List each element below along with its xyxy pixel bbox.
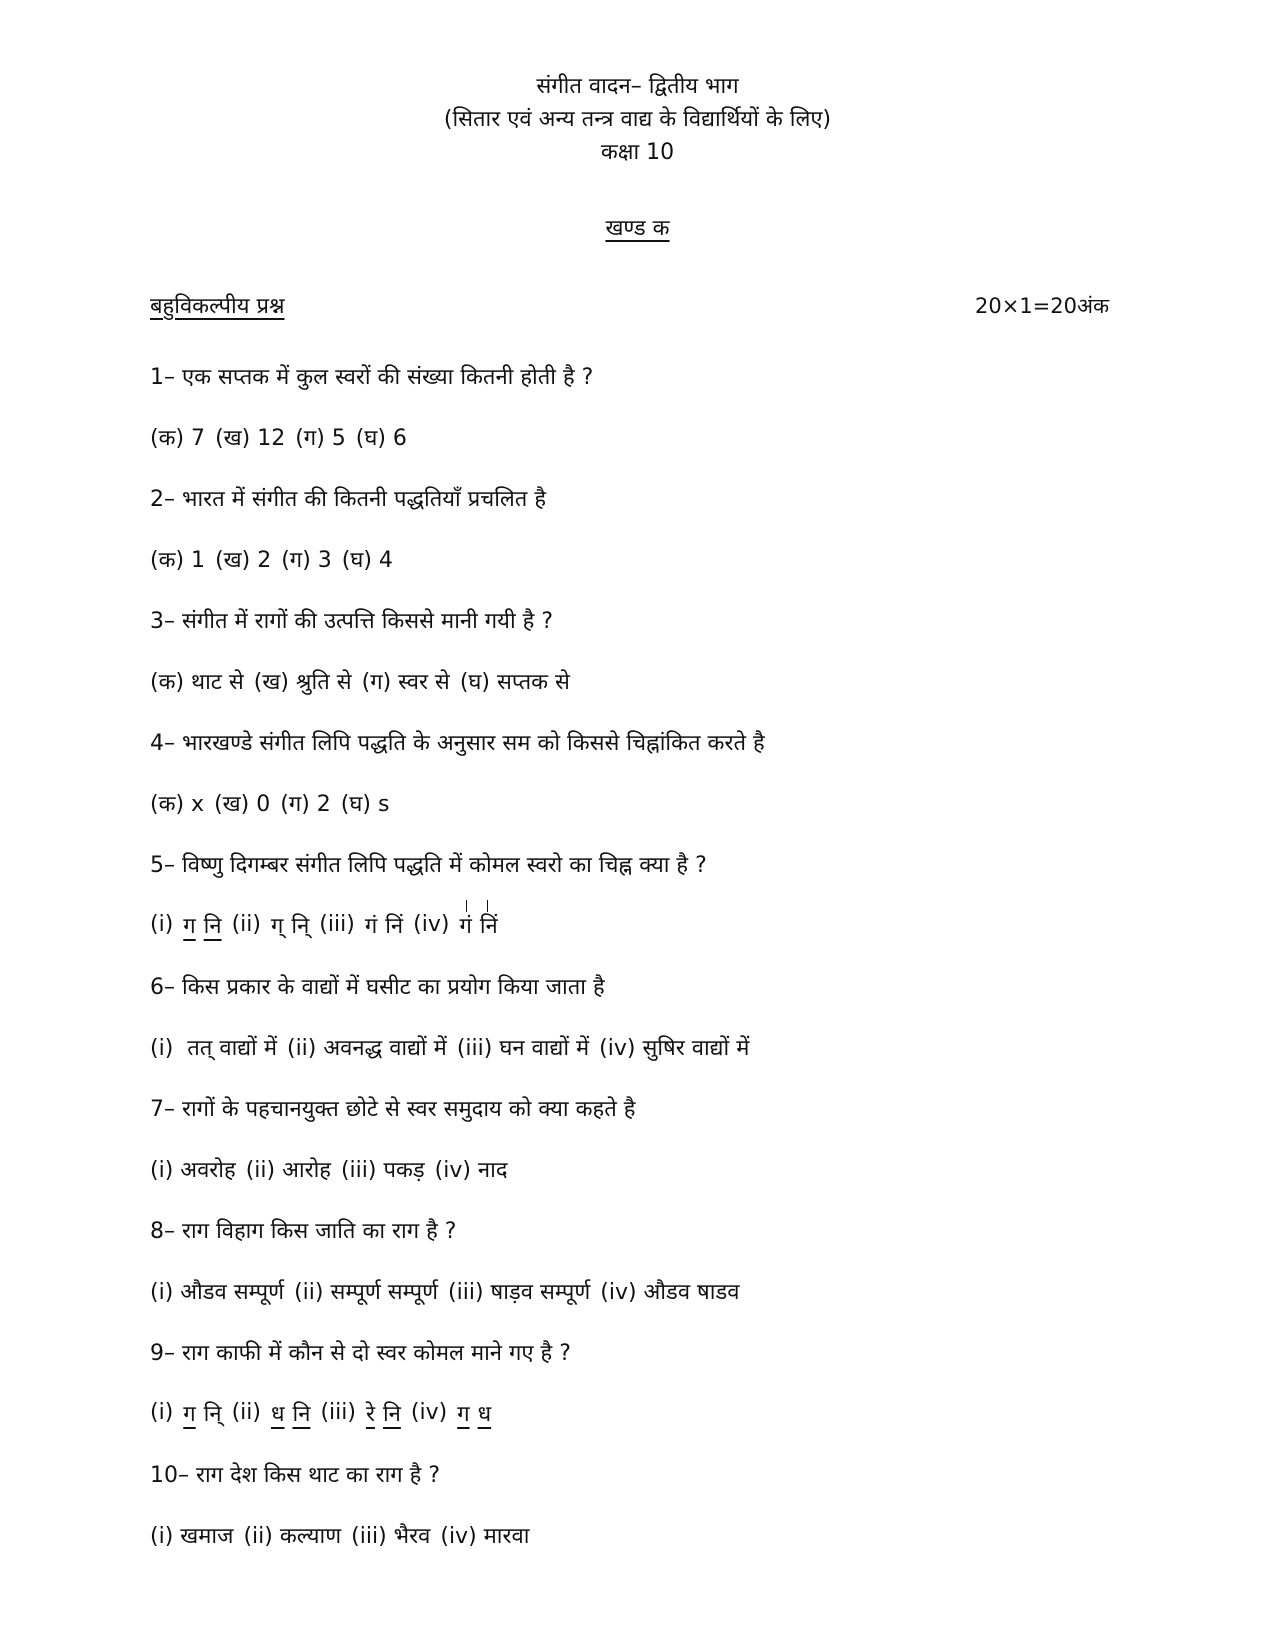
swara: गं — [364, 913, 378, 939]
question-7: 7– रागों के पहचानयुक्त छोटे से स्वर समुदाय को क्या कहते है — [150, 1096, 636, 1122]
options-9 — [150, 1382, 1150, 1443]
options-4 — [150, 772, 1150, 833]
mcq-heading: बहुविकल्पीय प्रश्न — [150, 294, 285, 319]
options-8 — [150, 1260, 1150, 1321]
option: (iv) सुषिर वाद्यों में — [599, 1035, 750, 1061]
option: (iv) मारवा — [440, 1523, 530, 1549]
document-subtitle: (सितार एवं अन्य तन्त्र वाद्य के विद्यार्थियों के लिए) — [443, 107, 832, 132]
option-marker: (ii) — [231, 1400, 261, 1425]
option: (iii) पकड़ — [340, 1157, 425, 1183]
option: (क) थाट से — [150, 669, 244, 695]
option: (ख) श्रुति से — [253, 669, 352, 695]
options-10 — [150, 1504, 1150, 1565]
option-marker: (i) — [150, 1400, 174, 1425]
question-list — [150, 345, 1150, 1565]
question-4: 4– भारखण्डे संगीत लिपि पद्धति के अनुसार सम को किससे चिह्नांकित करते है — [150, 730, 765, 756]
option: (ख) 2 — [215, 547, 272, 573]
option: (घ) 4 — [341, 547, 393, 573]
option: (iii) घन वाद्यों में — [456, 1035, 590, 1061]
options-1 — [150, 406, 1150, 467]
swara: गं — [459, 910, 471, 940]
question-10: 10– राग देश किस थाट का राग है ? — [150, 1462, 441, 1488]
swara: नि — [203, 913, 222, 939]
swara: ध — [270, 1401, 285, 1427]
section-title: खण्ड क — [605, 216, 670, 241]
swara: ग् — [270, 913, 284, 939]
option-marker: (iii) — [319, 912, 355, 937]
option: (ii) सम्पूर्ण सम्पूर्ण — [294, 1279, 439, 1305]
option: (ii) आरोह — [245, 1157, 331, 1183]
options-5 — [150, 894, 1150, 955]
swara: ग — [457, 1401, 470, 1427]
swara: रे — [365, 1401, 375, 1427]
option: (i) खमाज — [150, 1523, 234, 1549]
option-marker: (iv) — [413, 912, 450, 937]
swara: नि — [382, 1401, 401, 1427]
option: (iii) षाड़व सम्पूर्ण — [448, 1279, 591, 1305]
option-marker: (ii) — [231, 912, 261, 937]
option: (ii) कल्याण — [243, 1523, 342, 1549]
option: (ख) 0 — [214, 791, 271, 817]
option: (क) 1 — [150, 547, 206, 573]
question-6: 6– किस प्रकार के वाद्यों में घसीट का प्रयोग किया जाता है — [150, 974, 605, 1000]
question-3: 3– संगीत में रागों की उत्पत्ति किससे मानी गयी है ? — [150, 608, 553, 634]
option: (iv) औडव षाडव — [600, 1279, 740, 1305]
option: (i) अवरोह — [150, 1157, 236, 1183]
swara: नि् — [291, 913, 310, 939]
swara: ग — [183, 913, 196, 939]
option: (घ) सप्तक से — [459, 669, 570, 695]
option-marker: (iv) — [410, 1400, 448, 1425]
document-title: संगीत वादन– द्वितीय भाग — [536, 74, 739, 99]
options-2 — [150, 528, 1150, 589]
question-5: 5– विष्णु दिगम्बर संगीत लिपि पद्धति में कोमल स्वरो का चिह्न क्या है ? — [150, 852, 707, 878]
option: (क) 7 — [150, 425, 206, 451]
swara: ध — [477, 1401, 492, 1427]
option: (ग) 5 — [295, 425, 346, 451]
option: (ख) 12 — [215, 425, 286, 451]
option: (घ) s — [340, 791, 390, 817]
swara: नि् — [203, 1401, 222, 1427]
question-8: 8– राग विहाग किस जाति का राग है ? — [150, 1218, 457, 1244]
option: (ग) 2 — [280, 791, 331, 817]
option: (ग) 3 — [281, 547, 332, 573]
section-heading — [0, 212, 1275, 242]
marks-label: 20×1=20अंक — [975, 294, 1110, 318]
option: (घ) 6 — [355, 425, 407, 451]
option: (i) औडव सम्पूर्ण — [150, 1279, 285, 1305]
option: (ii) अवनद्ध वाद्यों में — [286, 1035, 447, 1061]
swara: निं — [480, 910, 498, 940]
class-label: कक्षा 10 — [600, 140, 675, 165]
question-1: 1– एक सप्तक में कुल स्वरों की संख्या कितनी होती है ? — [150, 364, 594, 390]
question-2: 2– भारत में संगीत की कितनी पद्धतियाँ प्रचलित है — [150, 486, 547, 512]
swara: निं — [385, 913, 404, 939]
swara: नि — [292, 1401, 311, 1427]
options-6 — [150, 1016, 1150, 1077]
option: (iii) भैरव — [351, 1523, 431, 1549]
question-9: 9– राग काफी में कौन से दो स्वर कोमल माने गए है ? — [150, 1340, 571, 1366]
options-7 — [150, 1138, 1150, 1199]
option-marker: (i) — [150, 912, 174, 937]
option: (क) x — [150, 791, 205, 817]
option: (i) तत् वाद्यों में — [150, 1035, 277, 1061]
option-marker: (iii) — [320, 1400, 356, 1425]
document-header — [0, 70, 1275, 169]
option: (ग) स्वर से — [361, 669, 450, 695]
options-3 — [150, 650, 1150, 711]
swara: ग — [183, 1401, 196, 1427]
option: (iv) नाद — [434, 1157, 508, 1183]
